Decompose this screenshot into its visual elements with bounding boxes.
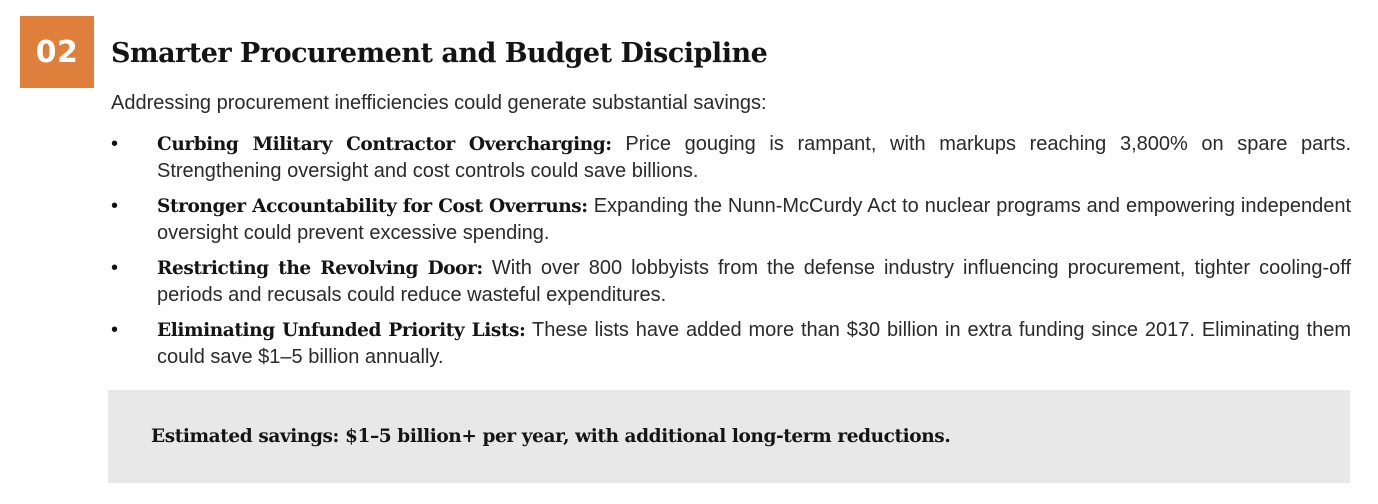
estimated-savings-text: Estimated savings: $1–5 billion+ per year, with additional long-term reductions. bbox=[151, 426, 951, 447]
bullet-list bbox=[111, 131, 1351, 379]
bullet-lead: Curbing Military Contractor Overcharging: bbox=[157, 134, 612, 155]
bullet-lead: Restricting the Revolving Door: bbox=[157, 258, 483, 279]
bullet-text: These lists have added more than $30 billion in extra funding since 2017. Eliminating them could save $1–5 billion annually. bbox=[157, 319, 1351, 368]
bullet-dot: • bbox=[111, 133, 119, 155]
estimated-savings-box bbox=[108, 390, 1350, 483]
bullet-text: Price gouging is rampant, with markups reaching 3,800% on spare parts. Strengthening oversight and cost controls could save billions. bbox=[157, 133, 1351, 182]
bullet-item-unfunded-priority-lists bbox=[111, 317, 1351, 371]
bullet-item-contractor-overcharging bbox=[111, 131, 1351, 185]
bullet-dot: • bbox=[111, 257, 119, 279]
bullet-dot: • bbox=[111, 319, 119, 341]
bullet-text: With over 800 lobbyists from the defense industry influencing procurement, tighter cooling-off periods and recusals could reduce wasteful expenditures. bbox=[157, 257, 1352, 306]
section-intro: Addressing procurement inefficiencies could generate substantial savings: bbox=[111, 92, 767, 114]
bullet-lead: Stronger Accountability for Cost Overruns: bbox=[157, 196, 588, 217]
bullet-lead: Eliminating Unfunded Priority Lists: bbox=[157, 320, 526, 341]
section-number-badge: 02 bbox=[20, 16, 94, 88]
section-title: Smarter Procurement and Budget Discipline bbox=[111, 38, 768, 69]
bullet-item-revolving-door bbox=[111, 255, 1351, 309]
bullet-text: Expanding the Nunn-McCurdy Act to nuclear programs and empowering independent oversight could prevent excessive spending. bbox=[157, 195, 1352, 244]
bullet-dot: • bbox=[111, 195, 119, 217]
bullet-item-cost-overruns bbox=[111, 193, 1351, 247]
